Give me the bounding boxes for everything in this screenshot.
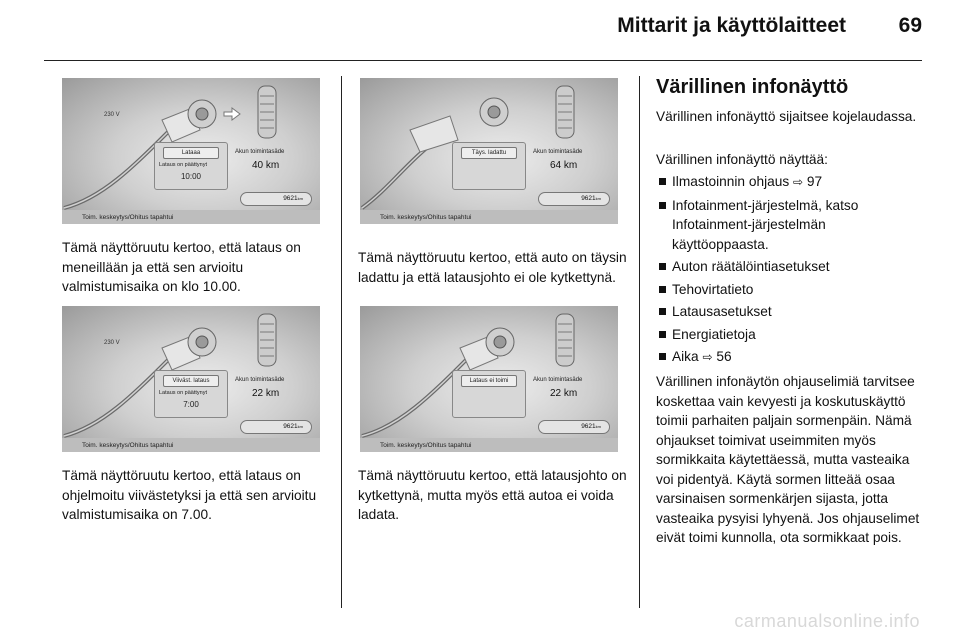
status-subtitle: Lataus on päättynyt — [159, 162, 208, 168]
list-item-ref: 97 — [806, 174, 823, 189]
running-header-title: Mittarit ja käyttölaitteet — [617, 14, 846, 37]
status-button: Viiväst. lataus — [163, 375, 219, 387]
range-value: 22 km — [252, 388, 280, 399]
list-item-text: Energiatietoja — [672, 326, 756, 342]
section-body: Värillinen infonäytön ohjauselimiä tarvitsee koskettaa vain kevyesti ja koskutuskäyttö toimii parhaiten paljain sormenpäin. Nämä ohjaukset toimivat useimmiten myös sormikkaita käytettäessä, mutta vasteaika voi pidentyä. Käytä sormen litteää osaa varsinaisen sormenkärjen sijasta, jotta vasteaika pysyisi lyhyenä. Jos ohjauselimet eivät toimi kunnolla, ota sormikkaat pois. — [656, 374, 920, 545]
range-value: 22 km — [550, 388, 578, 399]
section-intro: Värillinen infonäyttö sijaitsee kojelaudassa. — [656, 109, 917, 124]
range-value: 64 km — [550, 160, 578, 171]
list-item-text: Auton räätälöintiasetukset — [672, 259, 830, 274]
voltage-label: 230 V — [104, 112, 120, 118]
figure-delayed-charging-screen — [62, 306, 320, 452]
charging-status-box — [154, 370, 228, 418]
arrow-reference-icon: ⇨ — [793, 175, 804, 189]
odometer — [538, 192, 610, 206]
list-item-text: Latausasetukset — [672, 304, 772, 319]
odometer-value: 9621 — [581, 195, 596, 202]
charging-status-box — [154, 142, 228, 190]
list-item-ref: 56 — [716, 349, 732, 364]
page-number: 69 — [898, 14, 922, 37]
figure-caption: Tämä näyttöruutu kertoo, että latausjohto on kytkettynä, mutta myös että autoa ei voida ladata. — [358, 468, 627, 522]
range-label: Akun toimintasäde — [235, 377, 285, 383]
bullet-square-icon — [659, 331, 666, 338]
list-item — [656, 280, 922, 300]
list-item-text: Aika — [672, 349, 699, 364]
list-item — [656, 172, 922, 193]
bullet-square-icon — [659, 353, 666, 360]
feature-list — [656, 172, 922, 371]
figure-caption: Tämä näyttöruutu kertoo, että lataus on meneillään ja että sen arvioitu valmistumisaika on klo 10.00. — [62, 240, 301, 294]
arrow-reference-icon: ⇨ — [702, 350, 713, 364]
column-divider-left — [341, 76, 342, 608]
screen-footer-text: Toim. keskeytys/Ohitus tapahtui — [380, 214, 472, 221]
status-button: Lataus ei toimi — [461, 375, 517, 387]
odometer-unit: km — [595, 424, 601, 429]
list-item — [656, 257, 922, 277]
bullet-square-icon — [659, 178, 666, 185]
status-button: Lataaa — [163, 147, 219, 159]
figure-charging-screen — [62, 78, 320, 224]
bullet-square-icon — [659, 286, 666, 293]
screen-footer-text: Toim. keskeytys/Ohitus tapahtui — [82, 214, 174, 221]
bullet-square-icon — [659, 263, 666, 270]
section-title: Värillinen infonäyttö — [656, 76, 849, 98]
voltage-label: 230 V — [104, 340, 120, 346]
odometer — [240, 420, 312, 434]
odometer — [538, 420, 610, 434]
charging-status-box — [452, 370, 526, 418]
list-item — [656, 347, 922, 368]
list-item — [656, 325, 922, 345]
range-label: Akun toimintasäde — [533, 377, 583, 383]
range-label: Akun toimintasäde — [533, 149, 583, 155]
figure-fully-charged-screen — [360, 78, 618, 224]
list-item — [656, 196, 922, 255]
bullet-square-icon — [659, 308, 666, 315]
list-item — [656, 302, 922, 322]
column-divider-right — [639, 76, 640, 608]
status-subtitle: Lataus on päättynyt — [159, 390, 208, 396]
list-intro: Värillinen infonäyttö näyttää: — [656, 152, 828, 167]
odometer-unit: km — [297, 424, 303, 429]
watermark: carmanualsonline.info — [734, 611, 920, 631]
header-rule — [44, 60, 922, 61]
charging-status-box — [452, 142, 526, 190]
odometer-value: 9621 — [283, 423, 298, 430]
odometer-unit: km — [297, 196, 303, 201]
odometer-unit: km — [595, 196, 601, 201]
list-item-text: Ilmastoinnin ohjaus — [672, 174, 790, 189]
list-item-text: Infotainment-järjestelmä, katso Infotainment-järjestelmän käyttöoppaasta. — [672, 197, 859, 252]
range-label: Akun toimintasäde — [235, 149, 285, 155]
screen-footer-text: Toim. keskeytys/Ohitus tapahtui — [380, 442, 472, 449]
screen-footer-text: Toim. keskeytys/Ohitus tapahtui — [82, 442, 174, 449]
figure-caption: Tämä näyttöruutu kertoo, että auto on täysin ladattu ja että latausjohto ei ole kytkettynä. — [358, 250, 627, 285]
completion-time: 7:00 — [183, 400, 199, 409]
bullet-square-icon — [659, 202, 666, 209]
range-value: 40 km — [252, 160, 280, 171]
odometer-value: 9621 — [283, 195, 298, 202]
figure-charging-error-screen — [360, 306, 618, 452]
completion-time: 10:00 — [180, 172, 202, 181]
odometer-value: 9621 — [581, 423, 596, 430]
list-item-text: Tehovirtatieto — [672, 281, 754, 297]
status-button: Täys. ladattu — [461, 147, 517, 159]
figure-caption: Tämä näyttöruutu kertoo, että lataus on ohjelmoitu viivästetyksi ja että sen arvioitu valmistumisaika on 7.00. — [62, 468, 317, 522]
odometer — [240, 192, 312, 206]
